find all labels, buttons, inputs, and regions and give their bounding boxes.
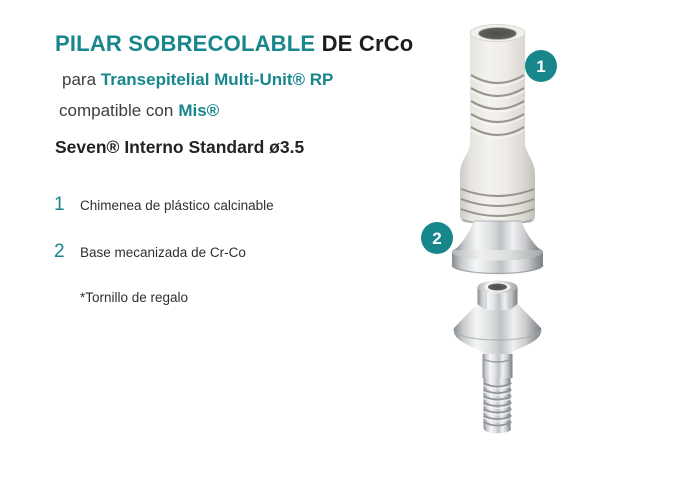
badge-1-number: 1: [536, 57, 546, 76]
compatibility-prefix: compatible con: [59, 101, 174, 120]
part-number-1: 1: [54, 194, 65, 215]
subtitle: [62, 70, 333, 90]
chimney-illustration: [460, 25, 535, 226]
metal-base-illustration: [452, 221, 543, 273]
product-figure: [390, 0, 640, 500]
part-number-2: 2: [54, 241, 65, 262]
parts-list-item-1: [54, 194, 274, 216]
callout-badge-1: [525, 50, 557, 82]
part-label-1: Chimenea de plástico calcinable: [80, 198, 274, 213]
compatibility-brand: Mis®: [178, 101, 220, 120]
product-line: Seven® Interno Standard ø3.5: [55, 137, 305, 157]
part-label-2: Base mecanizada de Cr-Co: [80, 245, 246, 260]
subtitle-prefix: para: [62, 70, 97, 89]
title-highlight: PILAR SOBRECOLABLE: [55, 31, 316, 56]
abutment-illustration: [454, 281, 542, 434]
badge-2-number: 2: [432, 229, 442, 248]
subtitle-highlight: Transepitelial Multi-Unit® RP: [100, 70, 334, 89]
page-title: [55, 31, 413, 57]
gift-screw-note: *Tornillo de regalo: [80, 290, 189, 305]
compatibility-line: [59, 101, 219, 121]
callout-badge-2: [421, 222, 453, 254]
title-rest: DE CrCo: [321, 31, 414, 56]
parts-list-item-2: [54, 241, 246, 263]
